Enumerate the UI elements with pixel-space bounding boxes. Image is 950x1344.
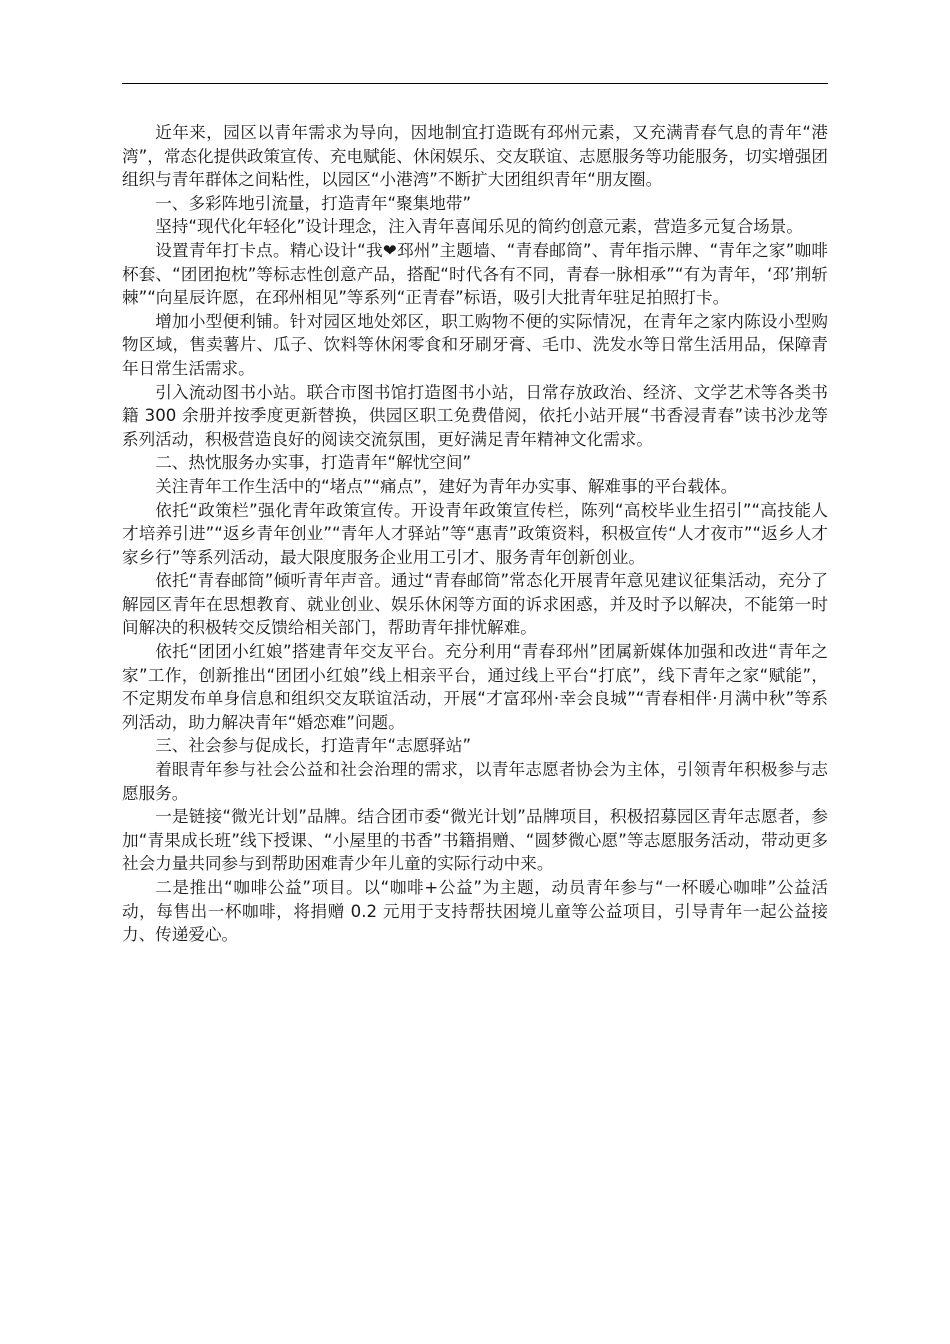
paragraph: 关注青年工作生活中的“堵点”“痛点”，建好为青年办实事、解难事的平台载体。	[155, 476, 738, 496]
paragraph: 设置青年打卡点。精心设计“我❤邳州”主题墙、“青春邮筒”、青年指示牌、“青年之家”咖啡杯套、“团团抱枕”等标志性创意产品，搭配“时代各有不同，青春一脉相承”“有为青年，‘邳’荆斩棘”“向星辰许愿，在邳州相见”等系列“正青春”标语，吸引大批青年驻足拍照打卡。	[122, 240, 828, 308]
paragraph: 引入流动图书小站。联合市图书馆打造图书小站，日常存放政治、经济、文学艺术等各类书籍 300 余册并按季度更新替换，供园区职工免费借阅，依托小站开展“书香浸青春”读书沙龙等系列活动，积极营造良好的阅读交流氛围，更好满足青年精神文化需求。	[122, 382, 828, 449]
paragraph: 一是链接“微光计划”品牌。结合团市委“微光计划”品牌项目，积极招募园区青年志愿者，参加“青果成长班”线下授课、“小屋里的书香”书籍捐赠、“圆梦微心愿”等志愿服务活动，带动更多社会力量共同参与到帮助困难青少年儿童的实际行动中来。	[122, 807, 828, 874]
section-heading-1: 一、多彩阵地引流量，打造青年“聚集地带”	[155, 193, 472, 213]
section-heading-2: 二、热忱服务办实事，打造青年“解忧空间”	[155, 453, 472, 473]
body-text	[122, 121, 828, 947]
header-rule	[122, 83, 828, 84]
paragraph: 依托“青春邮筒”倾听青年声音。通过“青春邮筒”常态化开展青年意见建议征集活动，充分了解园区青年在思想教育、就业创业、娱乐休闲等方面的诉求困惑，并及时予以解决，不能第一时间解决的积极转交反馈给相关部门，帮助青年排忧解难。	[122, 571, 828, 638]
paragraph: 二是推出“咖啡公益”项目。以“咖啡+公益”为主题，动员青年参与“一杯暖心咖啡”公益活动，每售出一杯咖啡，将捐赠 0.2 元用于支持帮扶困境儿童等公益项目，引导青年一起公益接力、传递爱心。	[122, 878, 828, 945]
paragraph: 依托“政策栏”强化青年政策宣传。开设青年政策宣传栏，陈列“高校毕业生招引”“高技能人才培养引进”“返乡青年创业”“青年人才驿站”等“惠青”政策资料，积极宣传“人才夜市”“返乡人才家乡行”等系列活动，最大限度服务企业用工引才、服务青年创新创业。	[122, 500, 828, 567]
section-heading-3: 三、社会参与促成长，打造青年“志愿驿站”	[155, 736, 472, 756]
paragraph: 增加小型便利铺。针对园区地处郊区，职工购物不便的实际情况，在青年之家内陈设小型购物区域，售卖薯片、瓜子、饮料等休闲零食和牙刷牙膏、毛巾、洗发水等日常生活用品，保障青年日常生活需求。	[122, 311, 828, 378]
paragraph: 着眼青年参与社会公益和社会治理的需求，以青年志愿者协会为主体，引领青年积极参与志愿服务。	[122, 760, 828, 803]
paragraph-intro: 近年来，园区以青年需求为导向，因地制宜打造既有邳州元素，又充满青春气息的青年“港湾”，常态化提供政策宣传、充电赋能、休闲娱乐、交友联谊、志愿服务等功能服务，切实增强团组织与青年群体之间粘性，以园区“小港湾”不断扩大团组织青年“朋友圈。	[122, 123, 828, 190]
paragraph: 依托“团团小红娘”搭建青年交友平台。充分利用“青春邳州”团属新媒体加强和改进“青年之家”工作，创新推出“团团小红娘”线上相亲平台，通过线上平台“打底”，线下青年之家“赋能”，不定期发布单身信息和组织交友联谊活动，开展“才富邳州·幸会良城”“青春相伴·月满中秋”等系列活动，助力解决青年“婚恋难”问题。	[122, 642, 828, 732]
paragraph: 坚持“现代化年轻化”设计理念，注入青年喜闻乐见的简约创意元素，营造多元复合场景。	[155, 217, 803, 237]
